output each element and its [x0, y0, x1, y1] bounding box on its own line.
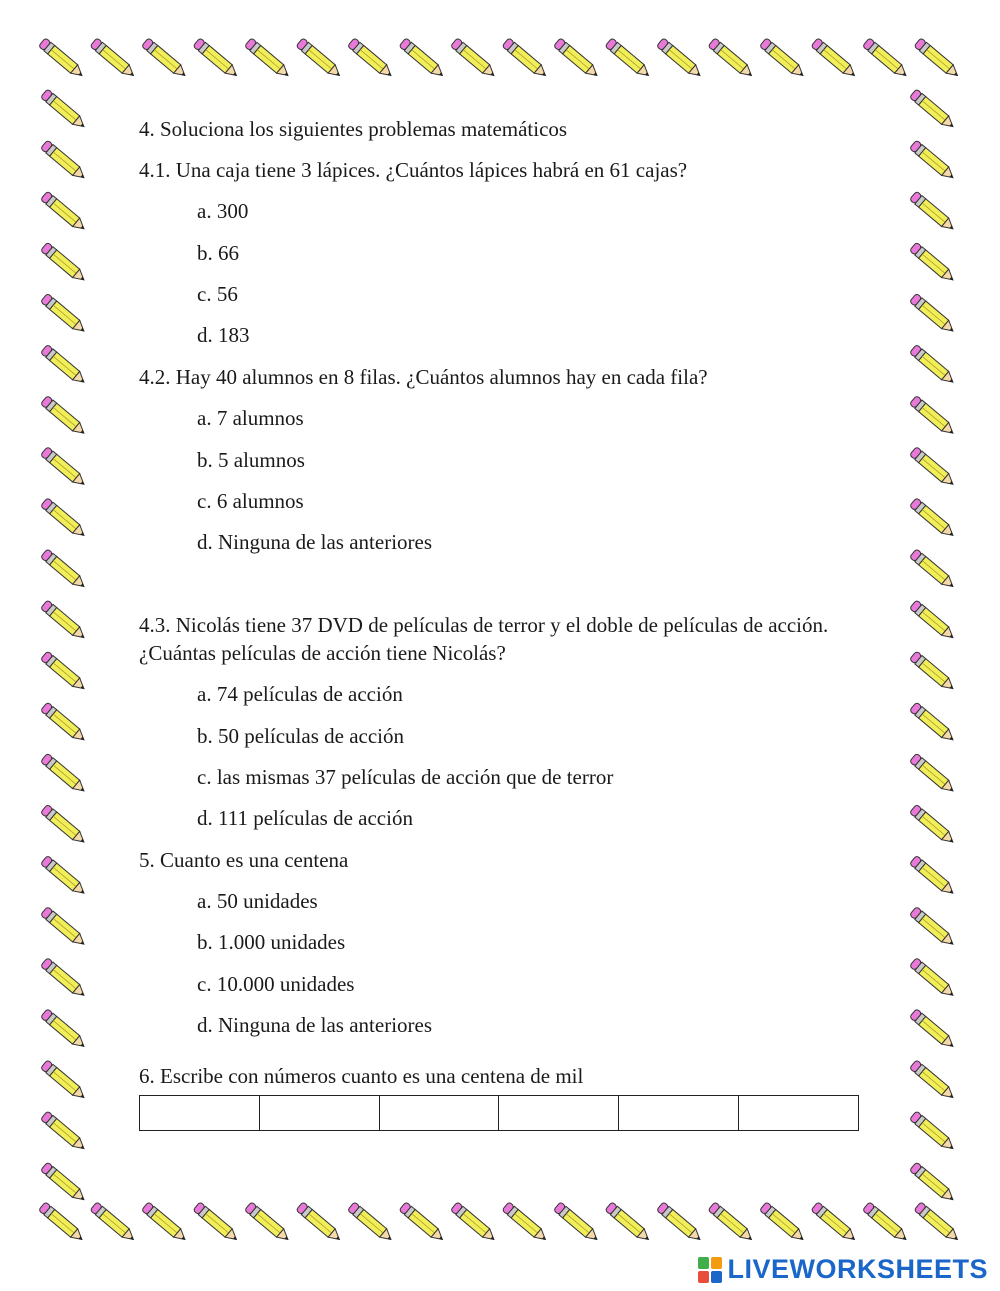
pencil-icon — [40, 242, 88, 284]
answer-cell[interactable] — [380, 1096, 500, 1130]
pencil-icon — [450, 1202, 498, 1244]
pencil-icon — [296, 1202, 344, 1244]
answer-cell[interactable] — [260, 1096, 380, 1130]
answer-cell-input-5[interactable] — [619, 1096, 742, 1132]
pencil-icon — [909, 1111, 957, 1153]
pencil-icon — [656, 38, 704, 80]
pencil-icon — [296, 38, 344, 80]
pencil-icon — [40, 958, 88, 1000]
question-6: 6. Escribe con números cuanto es una centena de mil — [139, 1064, 584, 1088]
pencil-icon — [40, 191, 88, 233]
option-5-c[interactable]: c. 10.000 unidades — [197, 972, 355, 996]
pencil-icon — [909, 958, 957, 1000]
option-4-1-a[interactable]: a. 300 — [197, 199, 249, 223]
pencil-icon — [40, 140, 88, 182]
pencil-icon — [708, 38, 756, 80]
option-4-3-a[interactable]: a. 74 películas de acción — [197, 682, 403, 706]
pencil-icon — [909, 549, 957, 591]
pencil-icon — [708, 1202, 756, 1244]
pencil-icon — [40, 549, 88, 591]
pencil-icon — [40, 702, 88, 744]
pencil-icon — [38, 1202, 86, 1244]
pencil-icon — [909, 344, 957, 386]
brand-text: LIVEWORKSHEETS — [727, 1254, 988, 1284]
answer-cell[interactable] — [499, 1096, 619, 1130]
pencil-icon — [502, 1202, 550, 1244]
pencil-icon — [909, 753, 957, 795]
answer-cell[interactable] — [140, 1096, 260, 1130]
pencil-icon — [909, 702, 957, 744]
question-4-3: 4.3. Nicolás tiene 37 DVD de películas de terror y el doble de películas de acción. ¿Cuántas películas de acción tiene Nicolás? — [139, 613, 829, 665]
option-5-a[interactable]: a. 50 unidades — [197, 889, 318, 913]
answer-cell-input-3[interactable] — [380, 1096, 503, 1132]
option-4-2-a[interactable]: a. 7 alumnos — [197, 406, 304, 430]
option-4-3-d[interactable]: d. 111 películas de acción — [197, 806, 413, 830]
option-4-3-c[interactable]: c. las mismas 37 películas de acción que de terror — [197, 765, 614, 789]
pencil-icon — [347, 1202, 395, 1244]
pencil-icon — [909, 855, 957, 897]
option-5-b[interactable]: b. 1.000 unidades — [197, 930, 346, 954]
pencil-icon — [909, 804, 957, 846]
pencil-icon — [605, 38, 653, 80]
pencil-icon — [909, 1060, 957, 1102]
pencil-icon — [909, 447, 957, 489]
pencil-icon — [553, 1202, 601, 1244]
pencil-icon — [193, 1202, 241, 1244]
option-4-2-c[interactable]: c. 6 alumnos — [197, 489, 304, 513]
pencil-icon — [909, 1009, 957, 1051]
option-4-1-b[interactable]: b. 66 — [197, 241, 239, 265]
answer-cell[interactable] — [619, 1096, 739, 1130]
pencil-icon — [909, 89, 957, 131]
pencil-icon — [862, 1202, 910, 1244]
question-4-1: 4.1. Una caja tiene 3 lápices. ¿Cuántos lápices habrá en 61 cajas? — [139, 158, 688, 182]
pencil-icon — [909, 242, 957, 284]
pencil-icon — [914, 38, 962, 80]
liveworksheets-brand — [697, 1254, 988, 1285]
pencil-icon — [40, 447, 88, 489]
pencil-icon — [553, 38, 601, 80]
pencil-icon — [811, 38, 859, 80]
pencil-icon — [909, 395, 957, 437]
pencil-icon — [40, 89, 88, 131]
pencil-icon — [909, 191, 957, 233]
pencil-icon — [40, 804, 88, 846]
liveworksheets-logo-icon — [697, 1256, 723, 1284]
pencil-icon — [141, 38, 189, 80]
pencil-icon — [40, 1162, 88, 1204]
pencil-icon — [759, 38, 807, 80]
answer-cell-input-6[interactable] — [739, 1096, 862, 1132]
pencil-icon — [141, 1202, 189, 1244]
option-4-3-b[interactable]: b. 50 películas de acción — [197, 724, 405, 748]
pencil-icon — [450, 38, 498, 80]
pencil-icon — [40, 600, 88, 642]
pencil-icon — [909, 906, 957, 948]
pencil-icon — [909, 600, 957, 642]
pencil-icon — [40, 1009, 88, 1051]
pencil-icon — [914, 1202, 962, 1244]
pencil-icon — [40, 293, 88, 335]
answer-cell-input-4[interactable] — [499, 1096, 622, 1132]
pencil-icon — [40, 906, 88, 948]
answer-grid — [139, 1095, 859, 1131]
pencil-icon — [605, 1202, 653, 1244]
pencil-icon — [193, 38, 241, 80]
answer-cell-input-2[interactable] — [260, 1096, 383, 1132]
pencil-icon — [40, 855, 88, 897]
pencil-icon — [40, 1111, 88, 1153]
option-4-2-d[interactable]: d. Ninguna de las anteriores — [197, 530, 433, 554]
option-4-2-b[interactable]: b. 5 alumnos — [197, 448, 305, 472]
option-4-1-d[interactable]: d. 183 — [197, 323, 250, 347]
pencil-icon — [244, 1202, 292, 1244]
pencil-icon — [909, 140, 957, 182]
answer-cell[interactable] — [739, 1096, 858, 1130]
pencil-icon — [909, 498, 957, 540]
pencil-icon — [40, 753, 88, 795]
pencil-icon — [909, 651, 957, 693]
option-4-1-c[interactable]: c. 56 — [197, 282, 238, 306]
question-5: 5. Cuanto es una centena — [139, 848, 349, 872]
pencil-icon — [38, 38, 86, 80]
question-4-2: 4.2. Hay 40 alumnos en 8 filas. ¿Cuántos alumnos hay en cada fila? — [139, 365, 708, 389]
pencil-icon — [759, 1202, 807, 1244]
pencil-icon — [909, 1162, 957, 1204]
section-heading: 4. Soluciona los siguientes problemas matemáticos — [139, 117, 568, 141]
pencil-icon — [90, 1202, 138, 1244]
pencil-icon — [40, 651, 88, 693]
pencil-icon — [399, 38, 447, 80]
pencil-icon — [811, 1202, 859, 1244]
pencil-icon — [399, 1202, 447, 1244]
pencil-icon — [862, 38, 910, 80]
pencil-icon — [90, 38, 138, 80]
pencil-icon — [40, 498, 88, 540]
pencil-icon — [502, 38, 550, 80]
pencil-icon — [40, 395, 88, 437]
answer-cell-input-1[interactable] — [140, 1096, 263, 1132]
pencil-icon — [656, 1202, 704, 1244]
option-5-d[interactable]: d. Ninguna de las anteriores — [197, 1013, 433, 1037]
pencil-icon — [909, 293, 957, 335]
pencil-icon — [40, 1060, 88, 1102]
pencil-icon — [40, 344, 88, 386]
pencil-icon — [244, 38, 292, 80]
pencil-icon — [347, 38, 395, 80]
